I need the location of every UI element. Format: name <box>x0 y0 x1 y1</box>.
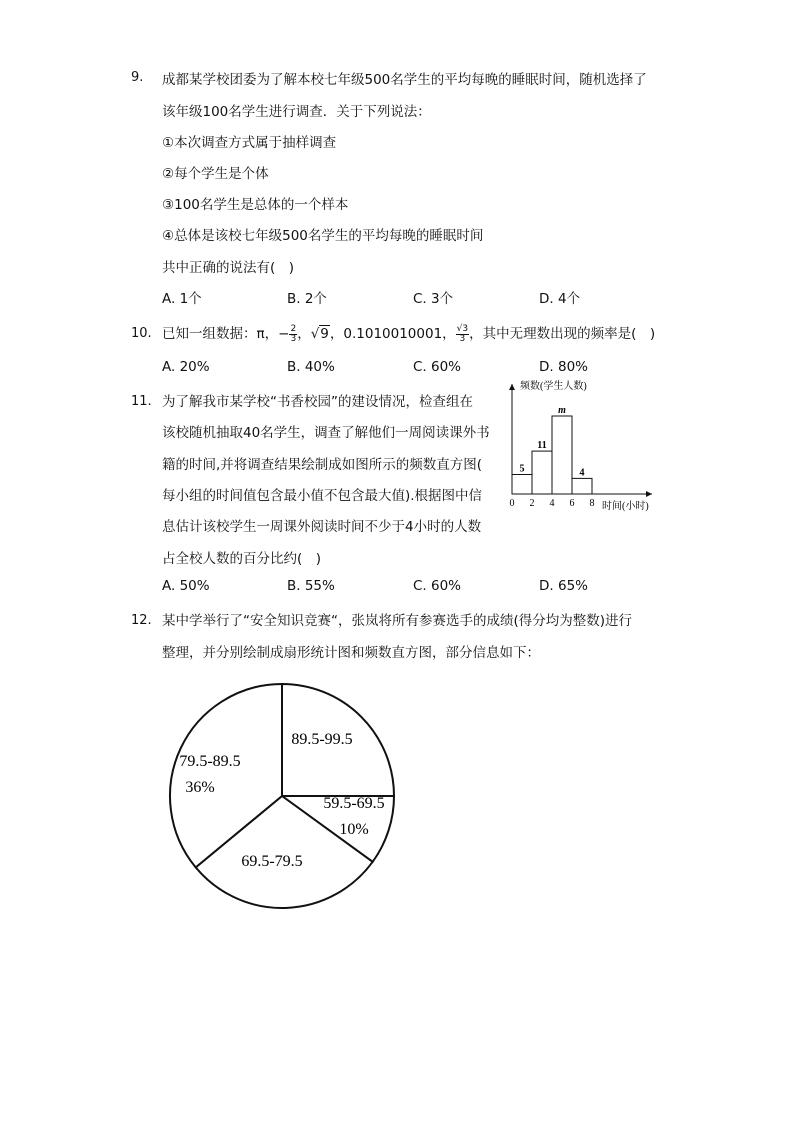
question-text: 整理，并分别绘制成扇形统计图和频数直方图，部分信息如下： <box>162 645 540 661</box>
question-text: 该校随机抽取40名学生，调查了解他们一周阅读课外书 <box>162 425 490 441</box>
statement-2: ②每个学生是个体 <box>162 166 269 182</box>
statement-1: ①本次调查方式属于抽样调查 <box>162 135 337 151</box>
option-d[interactable]: D. 65% <box>539 578 588 594</box>
option-a[interactable]: A. 20% <box>162 359 210 375</box>
option-b[interactable]: B. 40% <box>287 359 335 375</box>
fraction-root3-over-3: $\frac{√3}{3}$ <box>456 323 469 344</box>
question-text: 某中学举行了“安全知识竞赛“，张岚将所有参赛选手的成绩(得分均为整数)进行 <box>162 613 633 629</box>
pi-value: π， <box>256 326 279 342</box>
question-number: 10. <box>131 326 152 341</box>
option-c[interactable]: C. 60% <box>413 578 462 594</box>
question-text: 共中正确的说法有( ) <box>162 260 295 276</box>
minus-sign: − <box>278 326 290 342</box>
x-axis-label: 时间(小时) <box>602 501 649 512</box>
bar-label: 4 <box>579 467 585 479</box>
question-number: 11. <box>131 394 152 409</box>
x-tick-label: 8 <box>589 498 595 509</box>
pie-chart <box>160 680 410 910</box>
question-text: 为了解我市某学校“书香校园”的建设情况，检查组在 <box>162 394 473 410</box>
slice-percent: 10% <box>339 821 369 838</box>
frequency-histogram <box>500 376 670 518</box>
question-text: 籍的时间,并将调查结果绘制成如图所示的频数直方图( <box>162 457 483 473</box>
question-number: 9. <box>131 70 144 85</box>
slice-label: 59.5-69.5 <box>323 795 385 812</box>
y-axis-label: 频数(学生人数) <box>520 381 587 392</box>
question-text: 已知一组数据：π，− $\frac{2}{3}$ ，√9，0.1010010001， $\frac{√3}{3}$ ，其中无理数出现的频率是( ) <box>162 323 656 344</box>
option-b[interactable]: B. 2个 <box>287 291 327 307</box>
question-text: 该年级100名学生进行调查．关于下列说法： <box>162 104 431 120</box>
bar-label: 5 <box>519 463 525 475</box>
question-text: 每小组的时间值包含最小值不包含最大值).根据图中信 <box>162 488 483 504</box>
slice-percent: 36% <box>185 779 215 796</box>
option-c[interactable]: C. 3个 <box>413 291 454 307</box>
histogram-bar <box>572 478 592 494</box>
option-d[interactable]: D. 4个 <box>539 291 581 307</box>
option-d[interactable]: D. 80% <box>539 359 588 375</box>
slice-label: 89.5-99.5 <box>291 731 353 748</box>
option-a[interactable]: A. 50% <box>162 578 210 594</box>
text-prefix: 已知一组数据： <box>162 326 257 342</box>
histogram-bar <box>552 416 572 494</box>
slice-label: 79.5-89.5 <box>179 753 241 770</box>
question-number: 12. <box>131 613 152 628</box>
slice-label: 69.5-79.5 <box>241 853 303 870</box>
option-b[interactable]: B. 55% <box>287 578 335 594</box>
sqrt-icon: √ <box>310 326 320 342</box>
bar-label: 11 <box>537 440 547 452</box>
x-tick-label: 6 <box>569 498 575 509</box>
x-tick-label: 0 <box>509 498 515 509</box>
statement-3: ③100名学生是总体的一个样本 <box>162 197 349 213</box>
option-c[interactable]: C. 60% <box>413 359 462 375</box>
option-a[interactable]: A. 1个 <box>162 291 202 307</box>
sqrt-value: 9 <box>320 326 329 342</box>
bar-label: m <box>558 405 566 416</box>
histogram-bar <box>512 475 532 495</box>
fraction-two-thirds: $\frac{2}{3}$ <box>290 323 297 344</box>
histogram-bar <box>532 451 552 494</box>
statement-4: ④总体是该校七年级500名学生的平均每晚的睡眠时间 <box>162 228 484 244</box>
question-text: 息估计该校学生一周课外阅读时间不少于4小时的人数 <box>162 519 482 535</box>
x-tick-label: 2 <box>529 498 535 509</box>
question-text: 成都某学校团委为了解本校七年级500名学生的平均每晚的睡眠时间，随机选择了 <box>162 72 647 88</box>
x-tick-label: 4 <box>549 498 555 509</box>
question-text: 占全校人数的百分比约( ) <box>162 551 322 567</box>
